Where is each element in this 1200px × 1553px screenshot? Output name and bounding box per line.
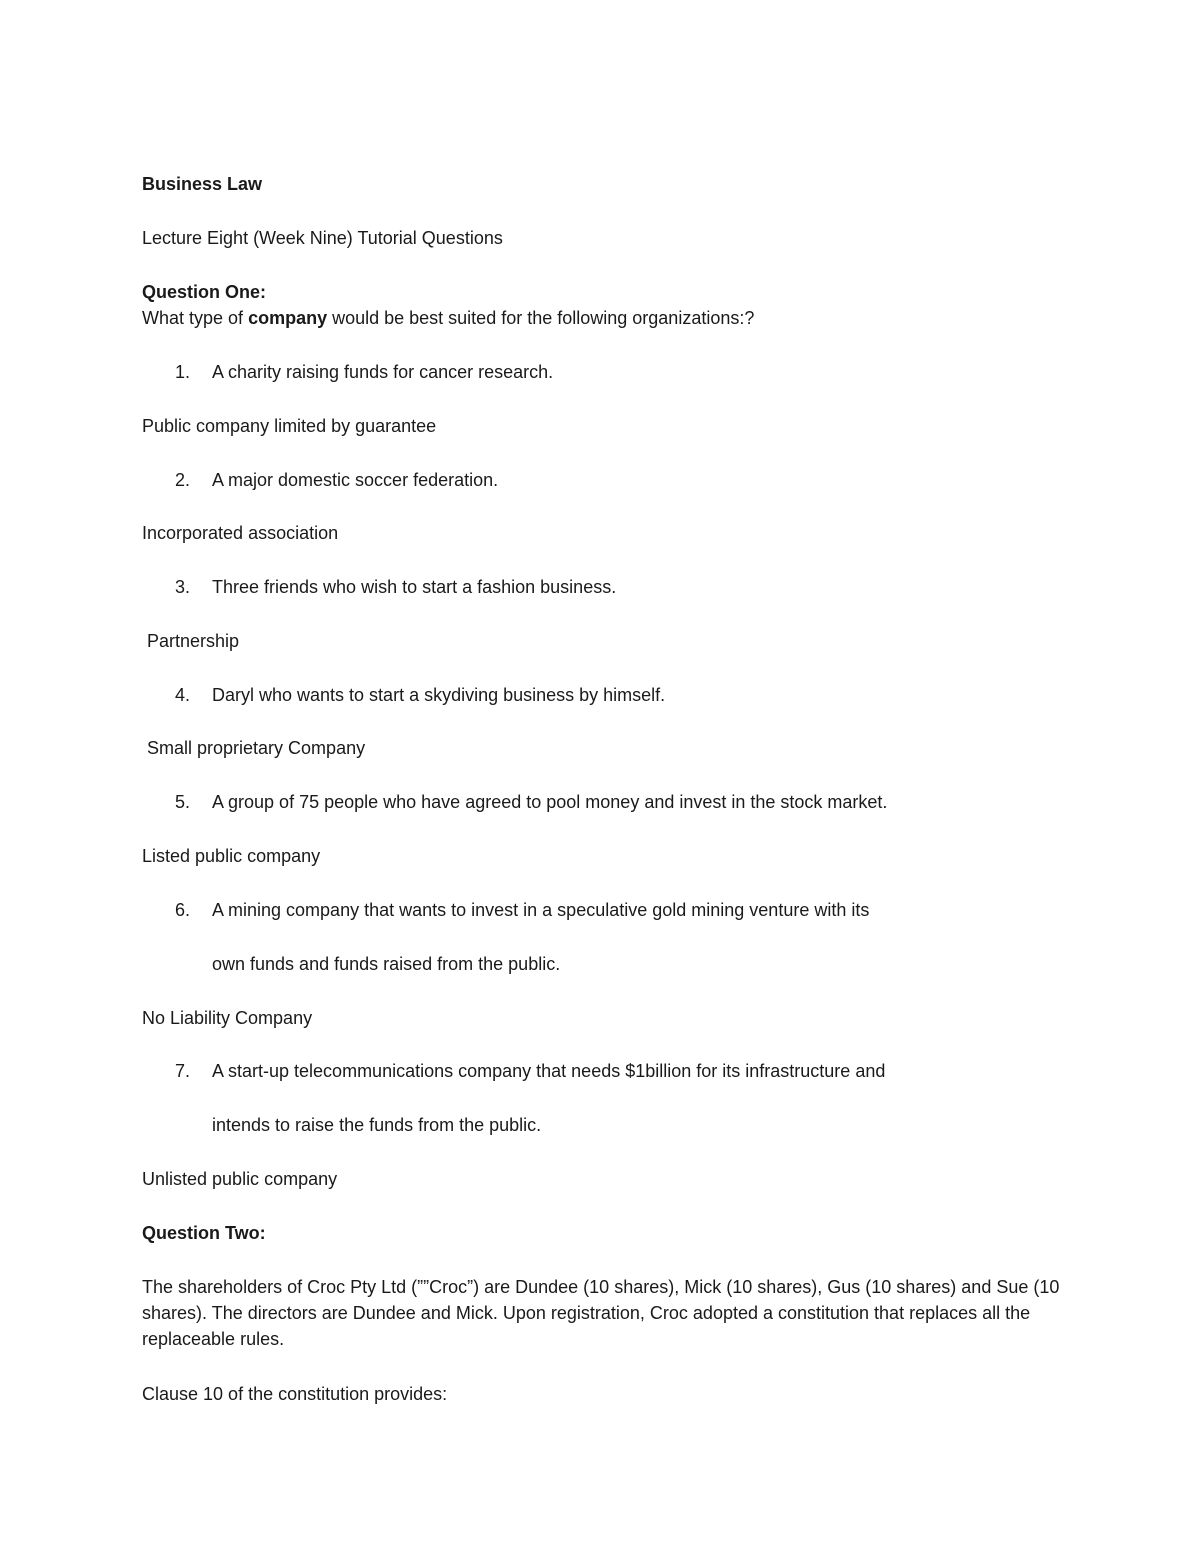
list-item-text: A mining company that wants to invest in a speculative gold mining venture with its [212,900,870,920]
prompt-text-emphasis: company [248,308,328,328]
list-item-answer: Small proprietary Company [142,738,366,758]
list-item-number: 1. [175,362,191,382]
list-item-text: Daryl who wants to start a skydiving business by himself. [212,685,666,705]
prompt-text-end: would be best suited for the following organizations:? [327,308,755,328]
question-two-heading: Question Two: [142,1223,266,1243]
list-item-text: A start-up telecommunications company that needs $1billion for its infrastructure and [212,1061,886,1081]
list-item-answer: Listed public company [142,846,321,866]
list-item-answer: Partnership [142,631,240,651]
list-item-text: A charity raising funds for cancer research. [212,362,554,382]
list-item-number: 5. [175,792,191,812]
list-item-number: 4. [175,685,191,705]
list-item-number: 2. [175,470,191,490]
prompt-text-start: What type of [142,308,249,328]
question-one-heading: Question One: [142,282,267,302]
document-title: Business Law [142,174,263,194]
document-subtitle: Lecture Eight (Week Nine) Tutorial Questions [142,228,503,248]
list-item-text-continued: own funds and funds raised from the public. [212,954,561,974]
list-item-answer: Unlisted public company [142,1169,338,1189]
list-item-answer: Public company limited by guarantee [142,416,437,436]
list-item-text: A major domestic soccer federation. [212,470,499,490]
question-two-paragraph: The shareholders of Croc Pty Ltd (””Croc”) are Dundee (10 shares), Mick (10 shares), Gus (10 shares) and Sue (10 shares). The directors are Dundee and Mick. Upon registration, Croc adopted a constitution that replaces all the replaceable rules. [142,1277,1060,1349]
question-one-prompt [142,306,754,330]
list-item-text-continued: intends to raise the funds from the public. [212,1115,542,1135]
list-item-answer: Incorporated association [142,523,339,543]
question-two-clause-intro: Clause 10 of the constitution provides: [142,1384,448,1404]
list-item-answer: No Liability Company [142,1008,313,1028]
list-item-text: Three friends who wish to start a fashion business. [212,577,617,597]
list-item-number: 7. [175,1061,191,1081]
list-item-number: 6. [175,900,191,920]
list-item-number: 3. [175,577,191,597]
list-item-text: A group of 75 people who have agreed to pool money and invest in the stock market. [212,792,888,812]
